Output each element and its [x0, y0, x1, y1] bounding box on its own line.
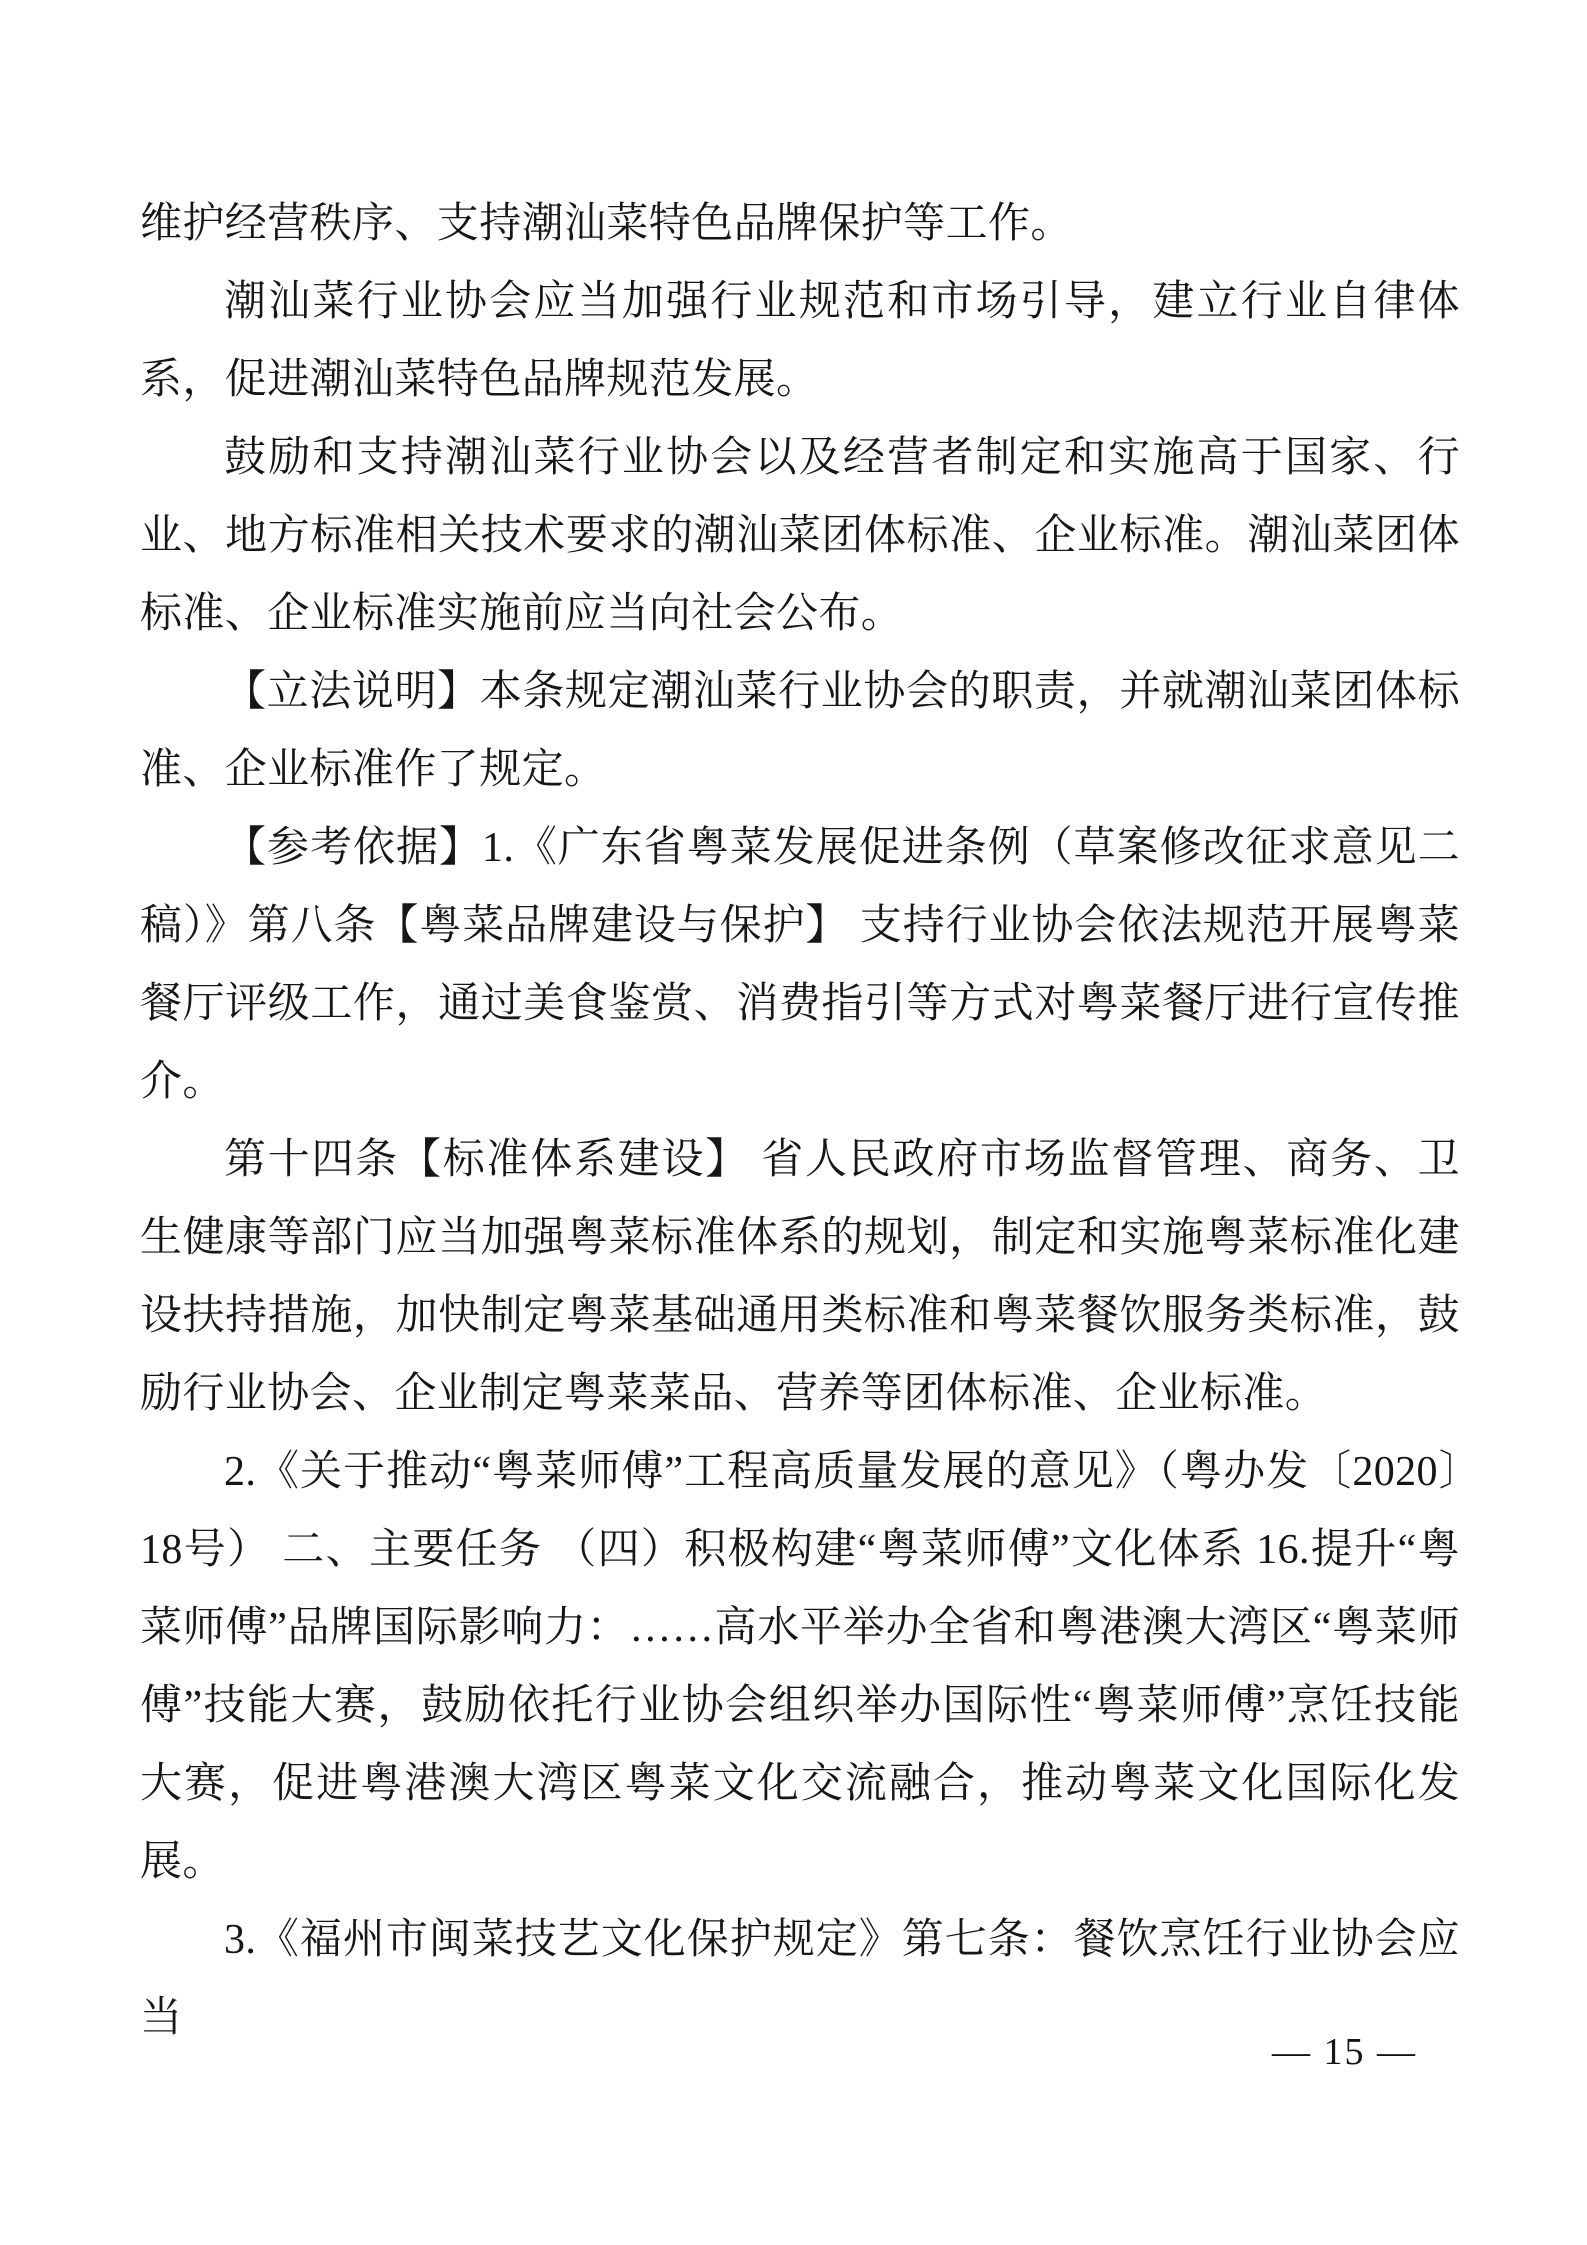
paragraph-article-fourteen: 第十四条【标准体系建设】 省人民政府市场监督管理、商务、卫生健康等部门应当加强粤菜标准体系的规划，制定和实施粤菜标准化建设扶持措施，加快制定粤菜基础通用类标准和粤菜餐饮服务类标准，鼓励行业协会、企业制定粤菜菜品、营养等团体标准、企业标准。 [140, 1137, 1460, 1417]
page-footer [140, 2030, 1459, 2074]
paragraph-1: 维护经营秩序、支持潮汕菜特色品牌保护等工作。 [140, 201, 1073, 247]
paragraph-2: 潮汕菜行业协会应当加强行业规范和市场引导，建立行业自律体系，促进潮汕菜特色品牌规范发展。 [140, 279, 1460, 403]
paragraph-3: 鼓励和支持潮汕菜行业协会以及经营者制定和实施高于国家、行业、地方标准相关技术要求的潮汕菜团体标准、企业标准。潮汕菜团体标准、企业标准实施前应当向社会公布。 [140, 435, 1460, 637]
paragraph-reference-basis-2: 2.《关于推动“粤菜师傅”工程高质量发展的意见》（粤办发〔2020〕18号） 二、主要任务 （四）积极构建“粤菜师傅”文化体系 16.提升“粤菜师傅”品牌国际影响力：……高水平举办全省和粤港澳大湾区“粤菜师傅”技能大赛，鼓励依托行业协会组织举办国际性“粤菜师傅”烹饪技能大赛，促进粤港澳大湾区粤菜文化交流融合，推动粤菜文化国际化发展。 [140, 1449, 1460, 1885]
paragraph-reference-basis-1: 【参考依据】1.《广东省粤菜发展促进条例（草案修改征求意见二稿）》第八条【粤菜品牌建设与保护】 支持行业协会依法规范开展粤菜餐厅评级工作，通过美食鉴赏、消费指引等方式对粤菜餐厅进行宣传推介。 [140, 825, 1460, 1105]
document-body [140, 185, 1460, 2057]
paragraph-legislative-note: 【立法说明】本条规定潮汕菜行业协会的职责，并就潮汕菜团体标准、企业标准作了规定。 [140, 669, 1460, 793]
paragraph-reference-basis-3: 3.《福州市闽菜技艺文化保护规定》第七条：餐饮烹饪行业协会应当 [140, 1917, 1460, 2041]
page-number: — 15 — [1272, 2031, 1417, 2073]
